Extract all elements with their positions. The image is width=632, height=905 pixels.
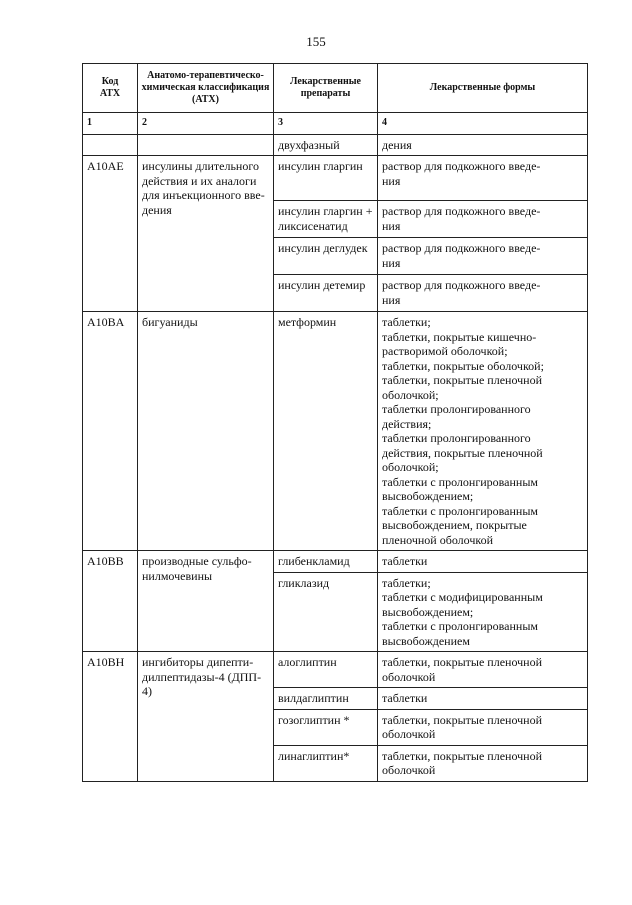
header-line: Лекарственные [290,76,361,87]
text-line: инсулины длительного [142,159,259,173]
header-code [83,64,138,113]
text-line: оболочкой [382,727,436,741]
drug-cell [274,745,378,781]
text-line: таблетки; [382,315,431,329]
text-line: таблетки с модифицированным [382,590,543,604]
drug-cell [274,709,378,745]
text-line: таблетки, покрытые пленочной [382,712,543,727]
classification-cell [138,134,274,156]
column-number: 2 [138,113,274,135]
atx-table [82,63,588,782]
table-row [83,312,588,551]
form-cell [378,551,588,573]
drug-cell: двухфазный [274,134,378,156]
text-line: метформин [278,315,337,329]
text-line: нилмочевины [142,568,213,583]
header-line: Код [101,76,119,87]
text-line: ликсисенатид [278,218,348,233]
header-line: (АТХ) [192,94,219,105]
form-cell [378,312,588,551]
drug-cell [274,201,378,238]
drug-cell [274,551,378,573]
page-number: 155 [306,34,326,49]
form-cell [378,709,588,745]
text-line: растворимой оболочкой; [382,344,508,358]
code-cell: A10AE [83,156,138,312]
form-cell [378,275,588,312]
text-line: глибенкламид [278,554,350,568]
header-line: химическая классификация [141,82,270,93]
header-forms [378,64,588,113]
text-line: алоглиптин [278,655,337,669]
drug-cell [274,652,378,688]
text-line: для инъекционного вве- [142,188,265,202]
header-line: Лекарственные формы [429,82,536,93]
text-line: действия, покрытые пленочной [382,445,543,460]
text-line: гозоглиптин * [278,712,350,727]
text-line: гликлазид [278,575,330,590]
table-row [83,652,588,688]
text-line: ния [382,173,401,188]
header-drugs [274,64,378,113]
text-line: инсулин гларгин + [278,204,373,218]
drug-cell [274,572,378,652]
text-line: таблетки [382,554,428,568]
text-line: вилдаглиптин [278,691,349,705]
code-cell: A10BB [83,551,138,652]
text-line: оболочкой; [382,387,439,402]
header-classification [138,64,274,113]
text-line: инсулин деглудек [278,241,368,255]
text-line: оболочкой [382,763,436,777]
drug-cell [274,312,378,551]
text-line: таблетки с пролонгированным [382,619,539,633]
form-cell [378,745,588,781]
text-line: таблетки, покрытые пленочной [382,748,543,763]
text-line: таблетки, покрытые пленочной [382,655,543,669]
table-row [83,551,588,573]
classification-cell [138,156,274,312]
classification-cell [138,551,274,652]
text-line: дения [142,202,172,217]
text-line: раствор для подкожного введе- [382,159,541,173]
drug-cell [274,238,378,275]
code-cell [83,134,138,156]
text-line: таблетки с пролонгированным [382,503,539,518]
text-line: дилпептидазы-4 (ДПП- [142,669,262,684]
classification-cell [138,652,274,782]
continuation-row [83,134,588,156]
text-line: таблетки; [382,575,431,590]
column-number: 4 [378,113,588,135]
header-line: АТХ [99,88,121,99]
column-number-row [83,113,588,135]
code-cell: A10BA [83,312,138,551]
text-line: ния [382,218,401,233]
form-cell [378,156,588,201]
form-cell [378,652,588,688]
form-cell: дения [378,134,588,156]
code-cell: A10BH [83,652,138,782]
text-line: таблетки [382,691,428,705]
text-line: высвобождением, покрытые [382,518,527,532]
form-cell [378,688,588,710]
column-number: 3 [274,113,378,135]
text-line: действия и их аналоги [142,173,257,188]
text-line: таблетки, покрытые оболочкой; [382,358,544,373]
text-line: линаглиптин* [278,748,350,763]
text-line: пленочной оболочкой [382,532,494,547]
drug-cell [274,156,378,201]
text-line: раствор для подкожного введе- [382,204,541,218]
drug-cell [274,688,378,710]
form-cell [378,238,588,275]
text-line: таблетки, покрытые кишечно- [382,329,537,344]
table-row [83,156,588,201]
text-line: ния [382,292,401,307]
text-line: высвобождением; [382,489,474,503]
classification-cell [138,312,274,551]
text-line: раствор для подкожного введе- [382,278,541,292]
text-line: оболочкой [382,669,436,684]
form-cell [378,572,588,652]
text-line: раствор для подкожного введе- [382,241,541,255]
text-line: ингибиторы дипепти- [142,655,254,669]
text-line: 4) [142,684,152,698]
text-line: действия; [382,416,432,431]
text-line: бигуаниды [142,315,198,329]
drug-cell [274,275,378,312]
text-line: таблетки с пролонгированным [382,474,539,489]
text-line: высвобождением; [382,604,474,619]
header-row [83,64,588,113]
text-line: инсулин детемир [278,278,366,292]
text-line: таблетки пролонгированного [382,402,531,416]
text-line: высвобождением [382,633,470,648]
header-line: Анатомо-терапевтическо- [147,70,264,81]
text-line: инсулин гларгин [278,159,363,173]
text-line: ния [382,255,401,270]
form-cell [378,201,588,238]
text-line: таблетки пролонгированного [382,431,531,445]
text-line: оболочкой; [382,460,439,474]
text-line: таблетки, покрытые пленочной [382,373,543,387]
text-line: производные сульфо- [142,554,252,568]
column-number: 1 [83,113,138,135]
header-line: препараты [300,88,351,99]
